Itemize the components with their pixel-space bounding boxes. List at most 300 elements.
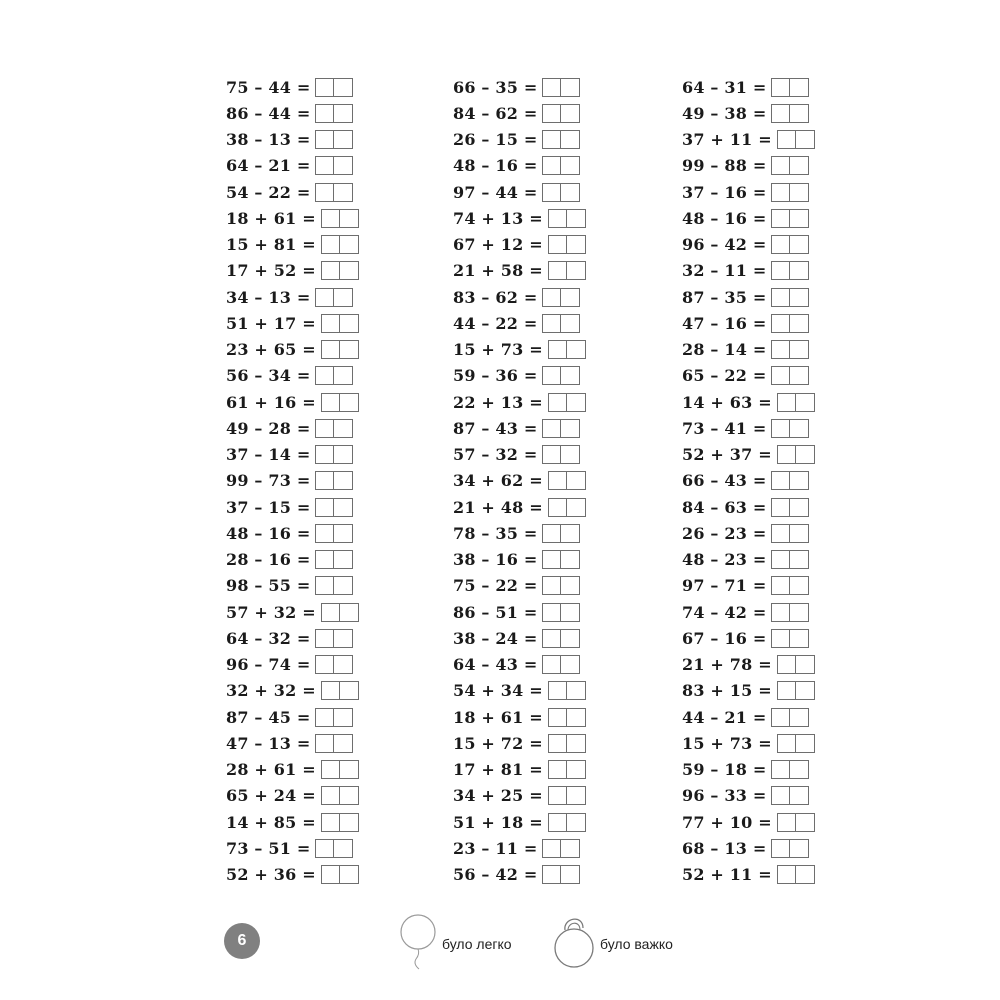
answer-digit-box-ones[interactable] [790, 839, 809, 858]
answer-digit-box-tens[interactable] [315, 183, 334, 202]
answer-digit-box-ones[interactable] [790, 288, 809, 307]
answer-digit-box-ones[interactable] [340, 209, 359, 228]
answer-digit-box-tens[interactable] [321, 786, 340, 805]
problem-expression: 28 + 61 = [226, 760, 316, 780]
answer-digit-box-tens[interactable] [771, 156, 790, 175]
answer-digit-box-tens[interactable] [315, 629, 334, 648]
answer-digit-box-tens[interactable] [542, 183, 561, 202]
answer-digit-box-ones[interactable] [561, 445, 580, 464]
answer-digit-box-ones[interactable] [567, 209, 586, 228]
answer-digit-box-ones[interactable] [790, 209, 809, 228]
answer-digit-box-tens[interactable] [542, 130, 561, 149]
problem-expression: 14 + 63 = [682, 392, 772, 412]
problem-row [226, 74, 359, 100]
answer-digit-box-tens[interactable] [548, 681, 567, 700]
answer-digit-box-ones[interactable] [340, 261, 359, 280]
answer-digit-box-tens[interactable] [315, 156, 334, 175]
problem-row [453, 153, 586, 179]
answer-digit-box-ones[interactable] [334, 498, 353, 517]
answer-digit-box-ones[interactable] [340, 681, 359, 700]
answer-digit-box-tens[interactable] [321, 340, 340, 359]
answer-boxes [542, 550, 580, 569]
answer-digit-box-ones[interactable] [340, 865, 359, 884]
problem-expression: 84 – 62 = [453, 103, 538, 123]
answer-digit-box-ones[interactable] [334, 366, 353, 385]
answer-digit-box-ones[interactable] [334, 183, 353, 202]
problem-row [453, 862, 586, 888]
rating-easy-label: було легко [442, 936, 512, 952]
answer-digit-box-ones[interactable] [790, 524, 809, 543]
answer-boxes [315, 419, 353, 438]
problem-expression: 64 – 43 = [453, 655, 538, 675]
answer-digit-box-tens[interactable] [315, 576, 334, 595]
answer-boxes [315, 78, 353, 97]
answer-digit-box-tens[interactable] [548, 235, 567, 254]
answer-digit-box-tens[interactable] [315, 419, 334, 438]
problem-row [226, 153, 359, 179]
answer-digit-box-ones[interactable] [790, 419, 809, 438]
answer-digit-box-tens[interactable] [771, 235, 790, 254]
answer-digit-box-ones[interactable] [790, 366, 809, 385]
answer-digit-box-tens[interactable] [542, 629, 561, 648]
problem-expression: 51 + 18 = [453, 812, 543, 832]
answer-digit-box-tens[interactable] [771, 209, 790, 228]
answer-digit-box-ones[interactable] [790, 340, 809, 359]
answer-digit-box-tens[interactable] [771, 104, 790, 123]
answer-digit-box-ones[interactable] [567, 786, 586, 805]
answer-digit-box-ones[interactable] [561, 183, 580, 202]
answer-digit-box-tens[interactable] [321, 314, 340, 333]
answer-boxes [548, 681, 586, 700]
answer-digit-box-ones[interactable] [334, 78, 353, 97]
problem-expression: 67 – 16 = [682, 628, 767, 648]
answer-digit-box-tens[interactable] [315, 734, 334, 753]
problem-row [453, 284, 586, 310]
answer-digit-box-tens[interactable] [315, 839, 334, 858]
answer-digit-box-ones[interactable] [796, 865, 815, 884]
answer-digit-box-ones[interactable] [790, 471, 809, 490]
problem-expression: 64 – 32 = [226, 628, 311, 648]
answer-digit-box-ones[interactable] [561, 288, 580, 307]
problem-expression: 86 – 44 = [226, 103, 311, 123]
answer-digit-box-tens[interactable] [542, 655, 561, 674]
problem-row [226, 757, 359, 783]
answer-digit-box-tens[interactable] [315, 288, 334, 307]
problem-expression: 96 – 33 = [682, 786, 767, 806]
answer-digit-box-ones[interactable] [334, 445, 353, 464]
answer-digit-box-tens[interactable] [771, 498, 790, 517]
answer-digit-box-tens[interactable] [321, 261, 340, 280]
answer-digit-box-tens[interactable] [315, 550, 334, 569]
problem-row [453, 179, 586, 205]
problem-row [453, 730, 586, 756]
problem-row [682, 783, 815, 809]
answer-digit-box-tens[interactable] [548, 813, 567, 832]
problem-row [226, 389, 359, 415]
answer-digit-box-ones[interactable] [567, 393, 586, 412]
answer-digit-box-tens[interactable] [777, 813, 796, 832]
answer-boxes [321, 760, 359, 779]
answer-boxes [315, 498, 353, 517]
answer-digit-box-tens[interactable] [315, 445, 334, 464]
answer-digit-box-ones[interactable] [561, 130, 580, 149]
answer-digit-box-ones[interactable] [567, 760, 586, 779]
problem-row [453, 809, 586, 835]
answer-digit-box-ones[interactable] [561, 524, 580, 543]
answer-digit-box-tens[interactable] [542, 839, 561, 858]
problem-expression: 65 – 22 = [682, 366, 767, 386]
answer-digit-box-ones[interactable] [790, 708, 809, 727]
answer-boxes [321, 393, 359, 412]
problem-row [682, 153, 815, 179]
answer-boxes [771, 288, 809, 307]
answer-digit-box-ones[interactable] [340, 786, 359, 805]
answer-boxes [771, 314, 809, 333]
answer-digit-box-tens[interactable] [771, 524, 790, 543]
problem-expression: 47 – 16 = [682, 313, 767, 333]
answer-digit-box-ones[interactable] [567, 708, 586, 727]
problem-row [682, 547, 815, 573]
answer-digit-box-ones[interactable] [561, 366, 580, 385]
answer-digit-box-tens[interactable] [321, 813, 340, 832]
answer-digit-box-tens[interactable] [771, 629, 790, 648]
problem-row [453, 704, 586, 730]
answer-digit-box-tens[interactable] [542, 524, 561, 543]
answer-boxes [542, 865, 580, 884]
problem-expression: 14 + 85 = [226, 812, 316, 832]
answer-digit-box-tens[interactable] [771, 603, 790, 622]
problem-expression: 75 – 44 = [226, 77, 311, 97]
problem-row [682, 363, 815, 389]
answer-digit-box-ones[interactable] [340, 760, 359, 779]
answer-digit-box-ones[interactable] [334, 629, 353, 648]
problem-expression: 49 – 38 = [682, 103, 767, 123]
problem-expression: 98 – 55 = [226, 576, 311, 596]
answer-digit-box-ones[interactable] [334, 130, 353, 149]
answer-digit-box-ones[interactable] [790, 261, 809, 280]
answer-digit-box-ones[interactable] [340, 813, 359, 832]
answer-digit-box-tens[interactable] [315, 655, 334, 674]
answer-digit-box-ones[interactable] [561, 314, 580, 333]
answer-digit-box-ones[interactable] [790, 314, 809, 333]
answer-digit-box-tens[interactable] [771, 786, 790, 805]
answer-digit-box-tens[interactable] [542, 603, 561, 622]
problem-expression: 86 – 51 = [453, 602, 538, 622]
answer-digit-box-tens[interactable] [548, 498, 567, 517]
problem-expression: 97 – 71 = [682, 576, 767, 596]
answer-digit-box-ones[interactable] [790, 498, 809, 517]
problem-row [682, 494, 815, 520]
answer-boxes [542, 524, 580, 543]
answer-digit-box-tens[interactable] [771, 839, 790, 858]
answer-digit-box-ones[interactable] [567, 471, 586, 490]
problem-row [453, 127, 586, 153]
answer-digit-box-ones[interactable] [796, 655, 815, 674]
problem-expression: 57 + 32 = [226, 602, 316, 622]
answer-digit-box-tens[interactable] [542, 550, 561, 569]
answer-boxes [315, 366, 353, 385]
answer-digit-box-tens[interactable] [321, 393, 340, 412]
answer-digit-box-tens[interactable] [321, 681, 340, 700]
answer-digit-box-ones[interactable] [334, 104, 353, 123]
answer-digit-box-tens[interactable] [548, 393, 567, 412]
problem-expression: 75 – 22 = [453, 576, 538, 596]
problem-expression: 73 – 51 = [226, 838, 311, 858]
answer-digit-box-ones[interactable] [567, 734, 586, 753]
answer-digit-box-ones[interactable] [790, 603, 809, 622]
answer-digit-box-ones[interactable] [561, 655, 580, 674]
answer-boxes [771, 104, 809, 123]
answer-digit-box-tens[interactable] [315, 471, 334, 490]
problem-row [453, 625, 586, 651]
problem-expression: 26 – 23 = [682, 523, 767, 543]
answer-digit-box-tens[interactable] [777, 393, 796, 412]
answer-digit-box-tens[interactable] [542, 104, 561, 123]
problem-row [226, 363, 359, 389]
answer-digit-box-ones[interactable] [334, 419, 353, 438]
page-number: 6 [224, 923, 260, 959]
answer-digit-box-tens[interactable] [542, 576, 561, 595]
answer-digit-box-tens[interactable] [542, 419, 561, 438]
answer-digit-box-ones[interactable] [796, 130, 815, 149]
answer-boxes [542, 629, 580, 648]
answer-digit-box-tens[interactable] [315, 366, 334, 385]
answer-digit-box-ones[interactable] [567, 498, 586, 517]
answer-boxes [542, 78, 580, 97]
problem-row [682, 704, 815, 730]
problem-expression: 74 – 42 = [682, 602, 767, 622]
answer-boxes [548, 235, 586, 254]
answer-digit-box-tens[interactable] [548, 734, 567, 753]
problem-expression: 54 + 34 = [453, 681, 543, 701]
answer-digit-box-tens[interactable] [548, 760, 567, 779]
answer-digit-box-ones[interactable] [790, 235, 809, 254]
answer-digit-box-ones[interactable] [567, 681, 586, 700]
answer-digit-box-tens[interactable] [548, 471, 567, 490]
answer-digit-box-ones[interactable] [561, 629, 580, 648]
answer-digit-box-ones[interactable] [790, 629, 809, 648]
answer-boxes [315, 156, 353, 175]
problem-expression: 18 + 61 = [453, 707, 543, 727]
answer-boxes [315, 288, 353, 307]
answer-digit-box-tens[interactable] [315, 130, 334, 149]
answer-digit-box-tens[interactable] [771, 288, 790, 307]
problem-expression: 56 – 42 = [453, 865, 538, 885]
answer-digit-box-tens[interactable] [548, 708, 567, 727]
answer-digit-box-ones[interactable] [790, 786, 809, 805]
answer-boxes [315, 471, 353, 490]
problem-expression: 17 + 81 = [453, 760, 543, 780]
answer-digit-box-tens[interactable] [321, 209, 340, 228]
answer-digit-box-ones[interactable] [340, 314, 359, 333]
answer-digit-box-ones[interactable] [790, 156, 809, 175]
problem-expression: 57 – 32 = [453, 445, 538, 465]
answer-digit-box-ones[interactable] [790, 760, 809, 779]
answer-boxes [771, 471, 809, 490]
answer-digit-box-ones[interactable] [561, 419, 580, 438]
answer-digit-box-ones[interactable] [340, 340, 359, 359]
answer-digit-box-ones[interactable] [334, 708, 353, 727]
answer-boxes [315, 550, 353, 569]
problem-expression: 66 – 43 = [682, 471, 767, 491]
problem-expression: 48 – 16 = [682, 208, 767, 228]
answer-digit-box-ones[interactable] [561, 550, 580, 569]
answer-digit-box-tens[interactable] [315, 708, 334, 727]
answer-digit-box-ones[interactable] [790, 78, 809, 97]
answer-boxes [548, 498, 586, 517]
answer-digit-box-ones[interactable] [790, 183, 809, 202]
problem-expression: 48 – 16 = [226, 523, 311, 543]
answer-digit-box-tens[interactable] [321, 760, 340, 779]
problem-row [226, 205, 359, 231]
answer-digit-box-tens[interactable] [771, 261, 790, 280]
answer-digit-box-tens[interactable] [771, 419, 790, 438]
answer-digit-box-ones[interactable] [796, 681, 815, 700]
problem-expression: 84 – 63 = [682, 497, 767, 517]
problem-row [682, 862, 815, 888]
answer-boxes [315, 734, 353, 753]
problem-expression: 44 – 22 = [453, 313, 538, 333]
problem-row [226, 179, 359, 205]
answer-boxes [321, 209, 359, 228]
answer-digit-box-ones[interactable] [796, 734, 815, 753]
problem-expression: 32 – 11 = [682, 261, 767, 281]
answer-digit-box-ones[interactable] [796, 393, 815, 412]
answer-boxes [771, 629, 809, 648]
answer-digit-box-tens[interactable] [777, 655, 796, 674]
answer-digit-box-ones[interactable] [334, 550, 353, 569]
answer-digit-box-tens[interactable] [321, 603, 340, 622]
problem-row [682, 468, 815, 494]
answer-digit-box-tens[interactable] [777, 734, 796, 753]
answer-digit-box-ones[interactable] [561, 839, 580, 858]
answer-digit-box-ones[interactable] [567, 813, 586, 832]
problem-row [226, 652, 359, 678]
answer-digit-box-tens[interactable] [777, 865, 796, 884]
answer-digit-box-tens[interactable] [315, 524, 334, 543]
answer-digit-box-tens[interactable] [542, 366, 561, 385]
answer-digit-box-tens[interactable] [548, 340, 567, 359]
answer-boxes [542, 288, 580, 307]
problem-row [682, 442, 815, 468]
answer-digit-box-ones[interactable] [334, 734, 353, 753]
problem-row [226, 494, 359, 520]
problem-expression: 52 + 11 = [682, 865, 772, 885]
answer-digit-box-ones[interactable] [340, 603, 359, 622]
answer-digit-box-tens[interactable] [542, 314, 561, 333]
answer-digit-box-ones[interactable] [796, 445, 815, 464]
answer-digit-box-tens[interactable] [777, 130, 796, 149]
answer-digit-box-ones[interactable] [796, 813, 815, 832]
answer-digit-box-ones[interactable] [790, 576, 809, 595]
rating-hard-label: було важко [600, 936, 673, 952]
answer-digit-box-ones[interactable] [790, 550, 809, 569]
answer-digit-box-ones[interactable] [567, 235, 586, 254]
answer-boxes [321, 865, 359, 884]
problem-expression: 73 – 41 = [682, 418, 767, 438]
answer-digit-box-ones[interactable] [340, 235, 359, 254]
answer-digit-box-ones[interactable] [334, 524, 353, 543]
answer-digit-box-ones[interactable] [334, 288, 353, 307]
answer-digit-box-ones[interactable] [561, 156, 580, 175]
answer-digit-box-tens[interactable] [542, 156, 561, 175]
answer-boxes [542, 839, 580, 858]
answer-boxes [315, 629, 353, 648]
answer-digit-box-ones[interactable] [561, 78, 580, 97]
problem-row [453, 337, 586, 363]
answer-boxes [321, 813, 359, 832]
answer-digit-box-tens[interactable] [771, 550, 790, 569]
answer-digit-box-tens[interactable] [315, 78, 334, 97]
answer-digit-box-tens[interactable] [771, 366, 790, 385]
answer-digit-box-tens[interactable] [771, 314, 790, 333]
problem-row [226, 573, 359, 599]
answer-digit-box-tens[interactable] [548, 209, 567, 228]
answer-digit-box-ones[interactable] [561, 865, 580, 884]
answer-digit-box-tens[interactable] [771, 760, 790, 779]
answer-digit-box-tens[interactable] [315, 104, 334, 123]
answer-digit-box-tens[interactable] [542, 288, 561, 307]
answer-digit-box-tens[interactable] [315, 498, 334, 517]
answer-boxes [771, 524, 809, 543]
problem-row [453, 599, 586, 625]
answer-digit-box-tens[interactable] [321, 865, 340, 884]
answer-digit-box-tens[interactable] [771, 183, 790, 202]
answer-digit-box-tens[interactable] [321, 235, 340, 254]
problem-row [226, 704, 359, 730]
answer-digit-box-ones[interactable] [567, 340, 586, 359]
answer-digit-box-ones[interactable] [790, 104, 809, 123]
problem-row [453, 205, 586, 231]
answer-digit-box-ones[interactable] [561, 576, 580, 595]
answer-digit-box-tens[interactable] [548, 261, 567, 280]
answer-digit-box-tens[interactable] [542, 865, 561, 884]
problem-expression: 34 – 13 = [226, 287, 311, 307]
answer-digit-box-tens[interactable] [777, 681, 796, 700]
answer-digit-box-tens[interactable] [542, 78, 561, 97]
answer-digit-box-tens[interactable] [771, 78, 790, 97]
answer-boxes [321, 786, 359, 805]
answer-digit-box-tens[interactable] [542, 445, 561, 464]
answer-digit-box-tens[interactable] [548, 786, 567, 805]
answer-digit-box-ones[interactable] [334, 655, 353, 674]
answer-digit-box-tens[interactable] [777, 445, 796, 464]
answer-digit-box-ones[interactable] [334, 471, 353, 490]
answer-digit-box-ones[interactable] [340, 393, 359, 412]
answer-digit-box-ones[interactable] [561, 603, 580, 622]
problem-row [226, 862, 359, 888]
answer-boxes [315, 445, 353, 464]
answer-boxes [315, 655, 353, 674]
answer-boxes [777, 865, 815, 884]
answer-boxes [771, 209, 809, 228]
answer-digit-box-ones[interactable] [334, 576, 353, 595]
answer-digit-box-tens[interactable] [771, 708, 790, 727]
answer-boxes [321, 603, 359, 622]
answer-boxes [315, 839, 353, 858]
answer-digit-box-tens[interactable] [771, 471, 790, 490]
answer-digit-box-ones[interactable] [567, 261, 586, 280]
answer-digit-box-ones[interactable] [561, 104, 580, 123]
answer-boxes [321, 235, 359, 254]
answer-digit-box-tens[interactable] [771, 340, 790, 359]
problem-row [453, 652, 586, 678]
answer-boxes [548, 393, 586, 412]
answer-digit-box-ones[interactable] [334, 156, 353, 175]
answer-digit-box-tens[interactable] [771, 576, 790, 595]
answer-digit-box-ones[interactable] [334, 839, 353, 858]
problem-row [226, 835, 359, 861]
